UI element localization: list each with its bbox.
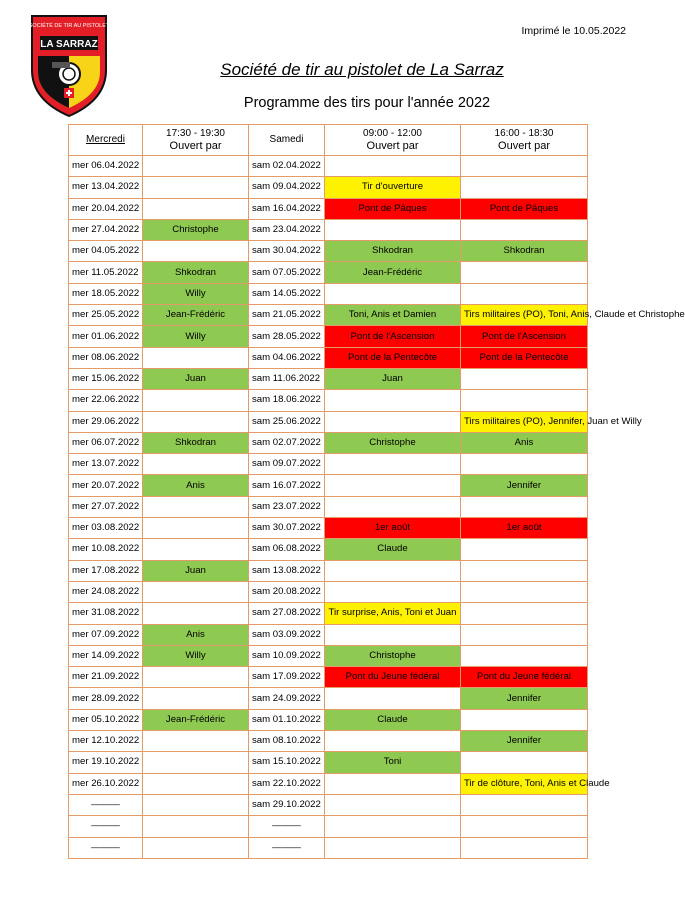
table-row — [69, 454, 588, 475]
saturday-morning-cell: Christophe — [325, 432, 461, 453]
saturday-afternoon-cell — [461, 709, 588, 730]
header-wednesday: Mercredi — [69, 125, 143, 156]
header-saturday-afternoon: 16:00 - 18:30 Ouvert par — [461, 125, 588, 156]
saturday-afternoon-cell: Anis — [461, 432, 588, 453]
wednesday-date-cell: ——— — [69, 794, 143, 815]
wednesday-open-cell — [143, 773, 249, 794]
wednesday-open-cell: Jean-Frédéric — [143, 709, 249, 730]
saturday-afternoon-cell: Pont de l'Ascension — [461, 326, 588, 347]
table-row — [69, 475, 588, 496]
wednesday-date-cell: mer 20.04.2022 — [69, 198, 143, 219]
saturday-date-cell: sam 21.05.2022 — [249, 305, 325, 326]
saturday-date-cell: sam 15.10.2022 — [249, 752, 325, 773]
table-row — [69, 752, 588, 773]
table-row — [69, 837, 588, 858]
table-row — [69, 156, 588, 177]
saturday-afternoon-cell: Jennifer — [461, 475, 588, 496]
wednesday-open-cell: Juan — [143, 560, 249, 581]
wednesday-date-cell: mer 28.09.2022 — [69, 688, 143, 709]
table-row — [69, 411, 588, 432]
wednesday-open-cell — [143, 518, 249, 539]
saturday-morning-cell: Claude — [325, 539, 461, 560]
wednesday-date-cell: mer 12.10.2022 — [69, 731, 143, 752]
wednesday-date-cell: mer 22.06.2022 — [69, 390, 143, 411]
wednesday-open-cell — [143, 390, 249, 411]
saturday-morning-cell — [325, 475, 461, 496]
saturday-afternoon-cell: Pont du Jeune fédéral — [461, 667, 588, 688]
saturday-morning-cell — [325, 688, 461, 709]
saturday-afternoon-cell — [461, 560, 588, 581]
saturday-afternoon-cell — [461, 752, 588, 773]
saturday-morning-cell — [325, 794, 461, 815]
saturday-date-cell: sam 06.08.2022 — [249, 539, 325, 560]
saturday-date-cell: sam 30.04.2022 — [249, 241, 325, 262]
header-saturday-morning: 09:00 - 12:00 Ouvert par — [325, 125, 461, 156]
wednesday-open-cell — [143, 496, 249, 517]
table-row — [69, 709, 588, 730]
saturday-date-cell: sam 23.04.2022 — [249, 219, 325, 240]
table-row — [69, 773, 588, 794]
wednesday-date-cell: mer 10.08.2022 — [69, 539, 143, 560]
saturday-morning-cell — [325, 454, 461, 475]
saturday-date-cell: sam 02.07.2022 — [249, 432, 325, 453]
wednesday-open-cell — [143, 241, 249, 262]
wednesday-date-cell: mer 17.08.2022 — [69, 560, 143, 581]
logo-name: LA SARRAZ — [40, 39, 98, 50]
wednesday-date-cell: mer 08.06.2022 — [69, 347, 143, 368]
saturday-date-cell: sam 22.10.2022 — [249, 773, 325, 794]
saturday-afternoon-cell — [461, 645, 588, 666]
saturday-morning-cell — [325, 773, 461, 794]
wednesday-date-cell: mer 20.07.2022 — [69, 475, 143, 496]
wednesday-open-cell: Christophe — [143, 219, 249, 240]
table-row — [69, 177, 588, 198]
saturday-afternoon-cell: Pont de Pâques — [461, 198, 588, 219]
wednesday-date-cell: mer 15.06.2022 — [69, 368, 143, 389]
saturday-date-cell: ——— — [249, 837, 325, 858]
table-row — [69, 305, 588, 326]
table-row — [69, 667, 588, 688]
saturday-date-cell: sam 14.05.2022 — [249, 283, 325, 304]
saturday-afternoon-cell — [461, 177, 588, 198]
saturday-afternoon-cell — [461, 454, 588, 475]
wednesday-open-cell: Willy — [143, 326, 249, 347]
wednesday-date-cell: ——— — [69, 837, 143, 858]
saturday-afternoon-cell — [461, 603, 588, 624]
wednesday-open-cell — [143, 752, 249, 773]
wednesday-date-cell: mer 01.06.2022 — [69, 326, 143, 347]
saturday-date-cell: sam 29.10.2022 — [249, 794, 325, 815]
table-row — [69, 624, 588, 645]
saturday-date-cell: sam 27.08.2022 — [249, 603, 325, 624]
saturday-date-cell: sam 30.07.2022 — [249, 518, 325, 539]
saturday-afternoon-cell — [461, 539, 588, 560]
wednesday-open-cell — [143, 156, 249, 177]
wednesday-date-cell: mer 03.08.2022 — [69, 518, 143, 539]
wednesday-open-cell — [143, 731, 249, 752]
table-row — [69, 645, 588, 666]
saturday-date-cell: sam 10.09.2022 — [249, 645, 325, 666]
saturday-afternoon-cell — [461, 283, 588, 304]
saturday-morning-cell: 1er août — [325, 518, 461, 539]
saturday-afternoon-cell: Jennifer — [461, 688, 588, 709]
wednesday-date-cell: mer 19.10.2022 — [69, 752, 143, 773]
wednesday-open-cell: Jean-Frédéric — [143, 305, 249, 326]
wednesday-date-cell: mer 25.05.2022 — [69, 305, 143, 326]
saturday-afternoon-cell — [461, 262, 588, 283]
table-row — [69, 262, 588, 283]
saturday-morning-cell: Pont de l'Ascension — [325, 326, 461, 347]
saturday-date-cell: sam 13.08.2022 — [249, 560, 325, 581]
saturday-date-cell: sam 16.07.2022 — [249, 475, 325, 496]
wednesday-open-cell — [143, 816, 249, 837]
wednesday-open-cell — [143, 454, 249, 475]
saturday-morning-cell: Pont de la Pentecôte — [325, 347, 461, 368]
saturday-date-cell: sam 09.07.2022 — [249, 454, 325, 475]
saturday-afternoon-cell: Tirs militaires (PO), Toni, Anis, Claude et Christophe — [461, 305, 588, 326]
wednesday-open-cell: Willy — [143, 283, 249, 304]
table-row — [69, 688, 588, 709]
saturday-morning-cell: Tir surprise, Anis, Toni et Juan — [325, 603, 461, 624]
saturday-date-cell: sam 23.07.2022 — [249, 496, 325, 517]
saturday-morning-cell — [325, 560, 461, 581]
table-row — [69, 816, 588, 837]
schedule-table — [68, 124, 685, 859]
saturday-afternoon-cell — [461, 368, 588, 389]
saturday-morning-cell: Juan — [325, 368, 461, 389]
table-row — [69, 432, 588, 453]
saturday-morning-cell — [325, 411, 461, 432]
table-row — [69, 219, 588, 240]
saturday-afternoon-cell — [461, 837, 588, 858]
wednesday-date-cell: mer 13.04.2022 — [69, 177, 143, 198]
saturday-morning-cell: Pont de Pâques — [325, 198, 461, 219]
saturday-afternoon-cell — [461, 156, 588, 177]
page-title: Société de tir au pistolet de La Sarraz — [220, 60, 504, 79]
saturday-morning-cell: Claude — [325, 709, 461, 730]
wednesday-open-cell: Willy — [143, 645, 249, 666]
wednesday-open-cell: Shkodran — [143, 432, 249, 453]
wednesday-date-cell: mer 05.10.2022 — [69, 709, 143, 730]
wednesday-open-cell — [143, 667, 249, 688]
wednesday-open-cell: Anis — [143, 475, 249, 496]
wednesday-date-cell: mer 26.10.2022 — [69, 773, 143, 794]
saturday-morning-cell: Jean-Frédéric — [325, 262, 461, 283]
saturday-morning-cell — [325, 837, 461, 858]
wednesday-date-cell: mer 13.07.2022 — [69, 454, 143, 475]
header-saturday: Samedi — [249, 125, 325, 156]
saturday-afternoon-cell: Jennifer — [461, 731, 588, 752]
wednesday-date-cell: mer 14.09.2022 — [69, 645, 143, 666]
header-row — [69, 125, 588, 156]
saturday-date-cell: sam 03.09.2022 — [249, 624, 325, 645]
header-wednesday-open: 17:30 - 19:30 Ouvert par — [143, 125, 249, 156]
saturday-date-cell: sam 01.10.2022 — [249, 709, 325, 730]
saturday-morning-cell: Toni, Anis et Damien — [325, 305, 461, 326]
saturday-afternoon-cell — [461, 496, 588, 517]
saturday-afternoon-cell — [461, 816, 588, 837]
wednesday-date-cell: mer 07.09.2022 — [69, 624, 143, 645]
saturday-date-cell: sam 09.04.2022 — [249, 177, 325, 198]
saturday-afternoon-cell — [461, 219, 588, 240]
saturday-date-cell: sam 07.05.2022 — [249, 262, 325, 283]
saturday-date-cell: sam 18.06.2022 — [249, 390, 325, 411]
table-row — [69, 198, 588, 219]
wednesday-open-cell — [143, 177, 249, 198]
table-row — [69, 283, 588, 304]
saturday-morning-cell — [325, 731, 461, 752]
wednesday-date-cell: ——— — [69, 816, 143, 837]
wednesday-date-cell: mer 18.05.2022 — [69, 283, 143, 304]
table-row — [69, 326, 588, 347]
saturday-afternoon-cell — [461, 390, 588, 411]
table-row — [69, 518, 588, 539]
saturday-morning-cell — [325, 219, 461, 240]
saturday-date-cell: sam 20.08.2022 — [249, 581, 325, 602]
saturday-morning-cell: Tir d'ouverture — [325, 177, 461, 198]
table-row — [69, 560, 588, 581]
wednesday-open-cell: Anis — [143, 624, 249, 645]
wednesday-date-cell: mer 29.06.2022 — [69, 411, 143, 432]
wednesday-open-cell — [143, 347, 249, 368]
table-row — [69, 390, 588, 411]
saturday-date-cell: sam 11.06.2022 — [249, 368, 325, 389]
wednesday-open-cell — [143, 198, 249, 219]
saturday-morning-cell: Christophe — [325, 645, 461, 666]
wednesday-date-cell: mer 11.05.2022 — [69, 262, 143, 283]
saturday-morning-cell — [325, 624, 461, 645]
saturday-afternoon-cell — [461, 624, 588, 645]
saturday-afternoon-cell: Shkodran — [461, 241, 588, 262]
saturday-date-cell: sam 04.06.2022 — [249, 347, 325, 368]
saturday-morning-cell: Shkodran — [325, 241, 461, 262]
wednesday-open-cell — [143, 688, 249, 709]
saturday-afternoon-cell: Tirs militaires (PO), Jennifer, Juan et Willy — [461, 411, 588, 432]
saturday-afternoon-cell — [461, 794, 588, 815]
saturday-date-cell: sam 28.05.2022 — [249, 326, 325, 347]
wednesday-date-cell: mer 24.08.2022 — [69, 581, 143, 602]
table-row — [69, 368, 588, 389]
saturday-date-cell: sam 02.04.2022 — [249, 156, 325, 177]
saturday-date-cell: sam 16.04.2022 — [249, 198, 325, 219]
wednesday-date-cell: mer 21.09.2022 — [69, 667, 143, 688]
saturday-morning-cell — [325, 816, 461, 837]
saturday-afternoon-cell — [461, 581, 588, 602]
wednesday-date-cell: mer 06.04.2022 — [69, 156, 143, 177]
wednesday-open-cell — [143, 539, 249, 560]
saturday-morning-cell — [325, 496, 461, 517]
table-row — [69, 731, 588, 752]
wednesday-open-cell — [143, 794, 249, 815]
saturday-date-cell: ——— — [249, 816, 325, 837]
page-subtitle: Programme des tirs pour l'année 2022 — [243, 95, 491, 111]
printed-date: Imprimé le 10.05.2022 — [521, 25, 626, 37]
wednesday-date-cell: mer 04.05.2022 — [69, 241, 143, 262]
wednesday-open-cell — [143, 603, 249, 624]
saturday-morning-cell — [325, 156, 461, 177]
saturday-afternoon-cell: 1er août — [461, 518, 588, 539]
saturday-date-cell: sam 24.09.2022 — [249, 688, 325, 709]
table-row — [69, 581, 588, 602]
saturday-afternoon-cell: Tir de clôture, Toni, Anis et Claude — [461, 773, 588, 794]
saturday-morning-cell — [325, 283, 461, 304]
table-row — [69, 794, 588, 815]
wednesday-open-cell — [143, 837, 249, 858]
logo-ring-text: SOCIÉTÉ DE TIR AU PISTOLET — [28, 23, 110, 29]
wednesday-open-cell — [143, 581, 249, 602]
saturday-morning-cell — [325, 581, 461, 602]
saturday-morning-cell: Pont du Jeune fédéral — [325, 667, 461, 688]
saturday-date-cell: sam 17.09.2022 — [249, 667, 325, 688]
saturday-morning-cell — [325, 390, 461, 411]
table-row — [69, 241, 588, 262]
wednesday-date-cell: mer 27.07.2022 — [69, 496, 143, 517]
saturday-afternoon-cell: Pont de la Pentecôte — [461, 347, 588, 368]
wednesday-date-cell: mer 06.07.2022 — [69, 432, 143, 453]
wednesday-open-cell: Shkodran — [143, 262, 249, 283]
wednesday-date-cell: mer 27.04.2022 — [69, 219, 143, 240]
table-row — [69, 496, 588, 517]
saturday-date-cell: sam 08.10.2022 — [249, 731, 325, 752]
wednesday-date-cell: mer 31.08.2022 — [69, 603, 143, 624]
table-row — [69, 347, 588, 368]
table-row — [69, 603, 588, 624]
table-row — [69, 539, 588, 560]
saturday-morning-cell: Toni — [325, 752, 461, 773]
wednesday-open-cell — [143, 411, 249, 432]
saturday-date-cell: sam 25.06.2022 — [249, 411, 325, 432]
wednesday-open-cell: Juan — [143, 368, 249, 389]
